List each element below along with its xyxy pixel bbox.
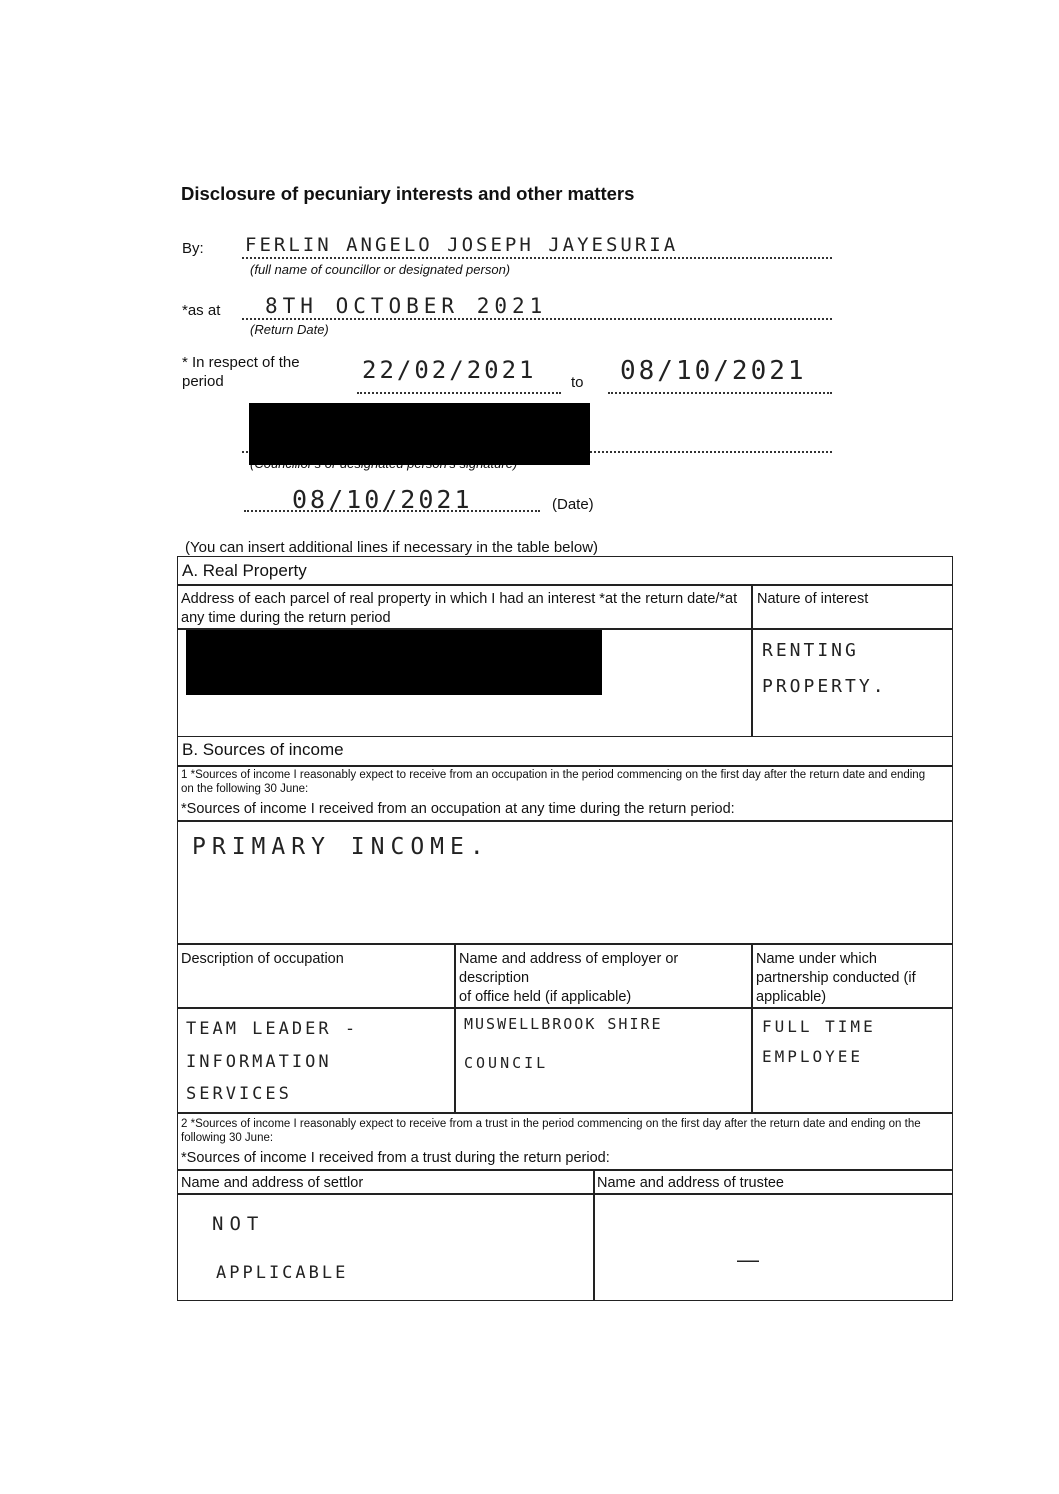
section-a-col2-header: Nature of interest xyxy=(757,591,869,607)
signature-date-value: 08/10/2021 xyxy=(292,485,473,514)
trust-header-bottom xyxy=(177,1193,953,1195)
occupation-header-employer-3: of office held (if applicable) xyxy=(459,989,632,1005)
period-to-label: to xyxy=(571,374,584,391)
signature-date-label: (Date) xyxy=(552,496,594,513)
occupation-header-bottom xyxy=(177,1007,953,1009)
occupation-header-partnership-2: partnership conducted (if xyxy=(756,970,916,986)
redaction-signature xyxy=(249,403,590,465)
period-to-value: 08/10/2021 xyxy=(620,356,807,386)
occupation-employer-1: MUSWELLBROOK SHIRE xyxy=(464,1015,663,1033)
trust-col-divider xyxy=(593,1169,595,1301)
period-from-line xyxy=(357,392,561,394)
section-a-nature-line1: RENTING xyxy=(762,640,859,661)
section-a-col-divider xyxy=(751,584,753,737)
section-b-title: B. Sources of income xyxy=(182,740,344,759)
occupation-header-employer-1: Name and address of employer or xyxy=(459,951,679,967)
occupation-employer-2: COUNCIL xyxy=(464,1054,549,1072)
occupation-description-2: INFORMATION xyxy=(186,1052,332,1072)
occupation-partnership-1: FULL TIME xyxy=(762,1017,876,1036)
as-at-label: *as at xyxy=(182,302,221,319)
trust-header-top xyxy=(177,1169,953,1171)
trust-header-trustee: Name and address of trustee xyxy=(597,1175,784,1191)
by-label: By: xyxy=(182,240,204,257)
section-b-title-divider xyxy=(177,765,953,767)
as-at-line xyxy=(242,318,832,320)
period-label-1: * In respect of the xyxy=(182,354,300,371)
page-title: Disclosure of pecuniary interests and other matters xyxy=(181,183,635,204)
period-label-2: period xyxy=(182,373,224,390)
section-a-nature-line2: PROPERTY. xyxy=(762,676,887,697)
occupation-description-3: SERVICES xyxy=(186,1084,292,1104)
section-a-col1-header: Address of each parcel of real property in which I had an interest *at the return date/*at any time during the return period xyxy=(181,591,738,626)
by-line xyxy=(242,257,832,259)
trust-settlor-2: APPLICABLE xyxy=(216,1263,349,1283)
occupation-header-partnership-1: Name under which xyxy=(756,951,877,967)
period-from-value: 22/02/2021 xyxy=(362,356,537,384)
occupation-description-1: TEAM LEADER - xyxy=(186,1019,359,1039)
occupation-header-partnership-3: applicable) xyxy=(756,989,827,1005)
by-value: FERLIN ANGELO JOSEPH JAYESURIA xyxy=(245,234,679,256)
trust-header-settlor: Name and address of settlor xyxy=(181,1175,364,1191)
by-caption: (full name of councillor or designated person) xyxy=(250,262,511,277)
section-b-q1-small: 1 *Sources of income I reasonably expect to receive from an occupation in the period commencing on the first day after the return date and ending on the following 30 June: xyxy=(181,769,926,795)
insert-note: (You can insert additional lines if necessary in the table below) xyxy=(185,539,599,556)
trust-settlor-1: NOT xyxy=(212,1213,265,1235)
occupation-header-description: Description of occupation xyxy=(181,951,344,967)
section-b-q1-main: *Sources of income I received from an occupation at any time during the return period: xyxy=(181,801,735,817)
occupation-header-employer-2: description xyxy=(459,970,530,986)
occupation-partnership-2: EMPLOYEE xyxy=(762,1047,864,1066)
section-a-title: A. Real Property xyxy=(182,561,307,580)
trust-trustee-value: — xyxy=(737,1247,759,1272)
period-to-line xyxy=(608,392,832,394)
section-b-q2-top xyxy=(177,1112,953,1114)
section-b-q2-small: 2 *Sources of income I reasonably expect to receive from a trust in the period commencing on the first day after the return date and ending on the following 30 June: xyxy=(181,1118,921,1144)
occupation-col-divider-2 xyxy=(751,943,753,1112)
redaction-address xyxy=(186,630,602,695)
section-a-title-divider xyxy=(177,584,953,586)
occupation-header-top xyxy=(177,943,953,945)
occupation-col-divider-1 xyxy=(454,943,456,1112)
section-b-q1-divider xyxy=(177,820,953,822)
section-b-q1-answer: PRIMARY INCOME. xyxy=(192,834,490,860)
as-at-caption: (Return Date) xyxy=(250,322,329,337)
section-b-q2-main: *Sources of income I received from a trust during the return period: xyxy=(181,1150,610,1166)
as-at-value: 8TH OCTOBER 2021 xyxy=(265,294,548,318)
